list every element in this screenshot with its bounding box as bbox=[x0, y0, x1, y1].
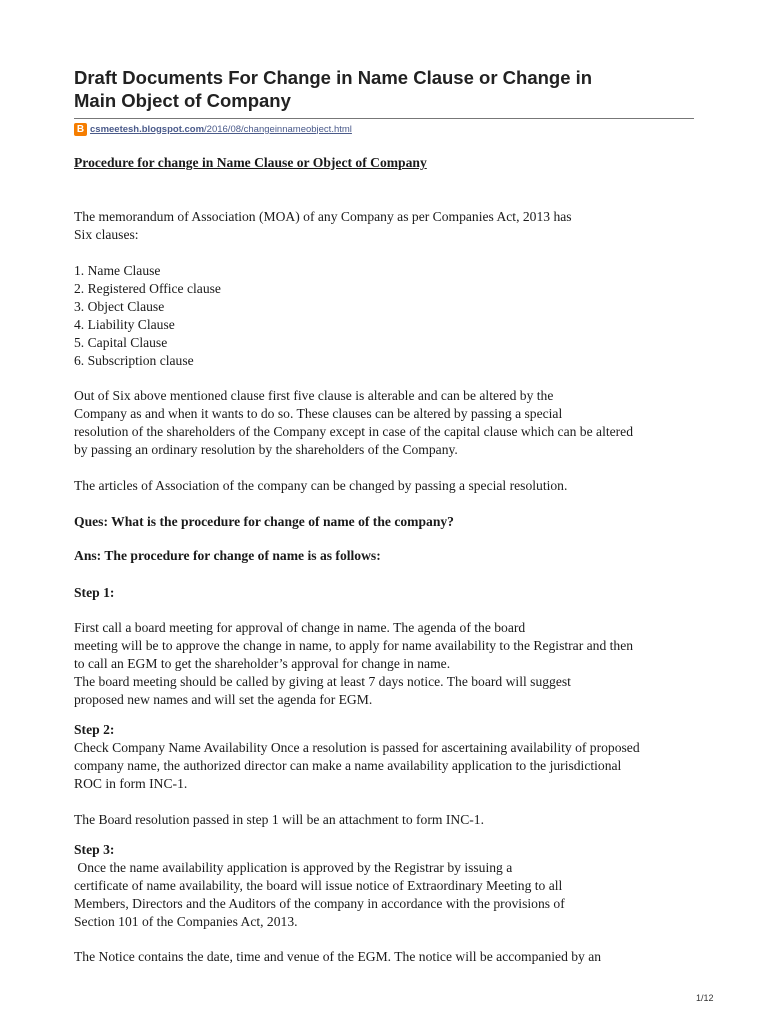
document-title bbox=[74, 66, 694, 112]
step-3-label: Step 3: bbox=[74, 842, 115, 857]
text-line: company name, the authorized director can make a name availability application to the jurisdictional bbox=[74, 758, 622, 773]
text-line: resolution of the shareholders of the Company except in case of the capital clause which can be altered bbox=[74, 424, 634, 439]
title-divider bbox=[74, 118, 694, 119]
answer-text: Ans: The procedure for change of name is as follows: bbox=[74, 548, 381, 563]
source-url-link[interactable] bbox=[90, 124, 352, 135]
source-domain: csmeetesh.blogspot.com bbox=[90, 123, 205, 135]
text-line: by passing an ordinary resolution by the shareholders of the Company. bbox=[74, 442, 458, 457]
step-1-paragraph bbox=[74, 619, 633, 709]
step-2-paragraph bbox=[74, 721, 640, 793]
step-1-label: Step 1: bbox=[74, 585, 115, 600]
text-line: meeting will be to approve the change in name, to apply for name availability to the Registrar and then bbox=[74, 638, 634, 653]
step-2-attachment-note: The Board resolution passed in step 1 will be an attachment to form INC-1. bbox=[74, 812, 484, 827]
text-line: Company as and when it wants to do so. These clauses can be altered by passing a special bbox=[74, 406, 563, 421]
source-path: /2016/08/changeinnameobject.html bbox=[204, 123, 352, 135]
alterable-paragraph bbox=[74, 387, 633, 459]
title-line: Draft Documents For Change in Name Clause or Change in bbox=[74, 67, 593, 88]
text-line: to call an EGM to get the shareholder’s approval for change in name. bbox=[74, 656, 451, 671]
list-item: 2. Registered Office clause bbox=[74, 281, 221, 296]
intro-paragraph bbox=[74, 208, 572, 244]
blogger-icon: B bbox=[74, 123, 87, 136]
list-item: 5. Capital Clause bbox=[74, 335, 168, 350]
text-line: proposed new names and will set the agenda for EGM. bbox=[74, 692, 373, 707]
text-line: Section 101 of the Companies Act, 2013. bbox=[74, 914, 298, 929]
step-3-paragraph bbox=[74, 841, 565, 931]
question-text: Ques: What is the procedure for change of name of the company? bbox=[74, 514, 454, 529]
text-line: The memorandum of Association (MOA) of any Company as per Companies Act, 2013 has bbox=[74, 209, 572, 224]
text-line: Six clauses: bbox=[74, 227, 139, 242]
text-line: certificate of name availability, the board will issue notice of Extraordinary Meeting to all bbox=[74, 878, 563, 893]
text-line: Out of Six above mentioned clause first five clause is alterable and can be altered by the bbox=[74, 388, 554, 403]
step-2-label: Step 2: bbox=[74, 722, 115, 737]
source-link-row[interactable] bbox=[74, 122, 352, 136]
section-heading: Procedure for change in Name Clause or Object of Company bbox=[74, 155, 427, 170]
page-number: 1/12 bbox=[696, 993, 714, 1003]
text-line: Check Company Name Availability Once a resolution is passed for ascertaining availability of proposed bbox=[74, 740, 640, 755]
text-line: First call a board meeting for approval of change in name. The agenda of the board bbox=[74, 620, 526, 635]
text-line: Members, Directors and the Auditors of the company in accordance with the provisions of bbox=[74, 896, 565, 911]
notice-paragraph: The Notice contains the date, time and venue of the EGM. The notice will be accompanied by an bbox=[74, 949, 602, 964]
list-item: 4. Liability Clause bbox=[74, 317, 175, 332]
text-line: Once the name availability application is approved by the Registrar by issuing a bbox=[74, 860, 513, 875]
title-line: Main Object of Company bbox=[74, 90, 291, 111]
clause-list bbox=[74, 262, 221, 370]
text-line: The board meeting should be called by giving at least 7 days notice. The board will suggest bbox=[74, 674, 571, 689]
text-line: ROC in form INC-1. bbox=[74, 776, 188, 791]
articles-paragraph: The articles of Association of the company can be changed by passing a special resolution. bbox=[74, 478, 568, 493]
list-item: 3. Object Clause bbox=[74, 299, 165, 314]
list-item: 6. Subscription clause bbox=[74, 353, 194, 368]
list-item: 1. Name Clause bbox=[74, 263, 161, 278]
